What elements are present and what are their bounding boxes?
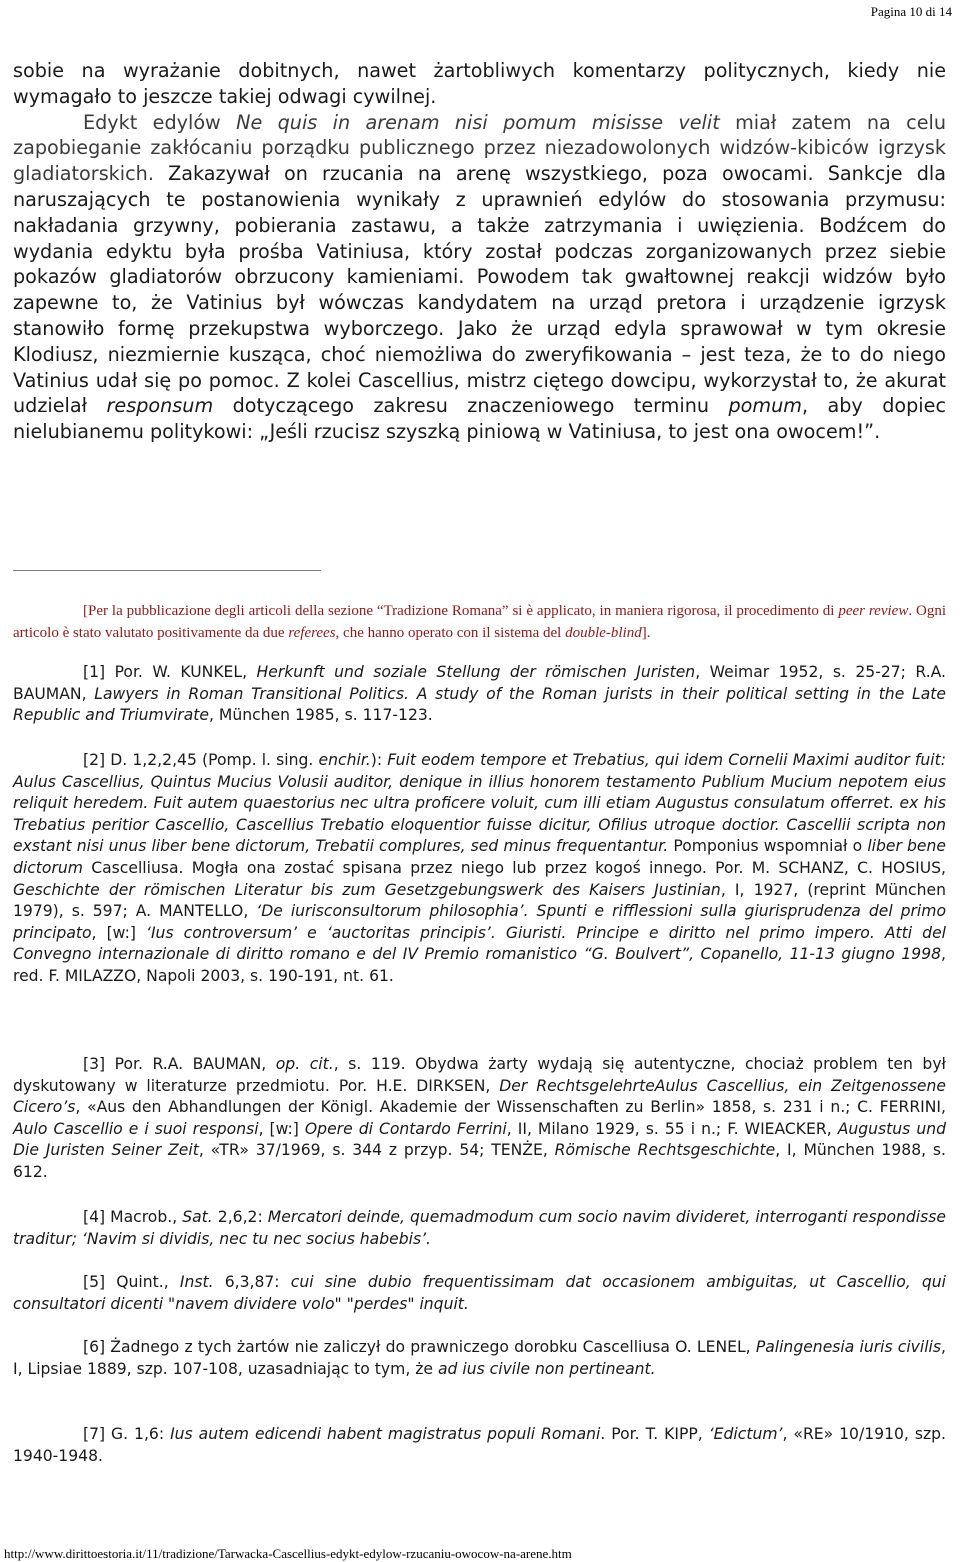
paragraph-continued	[13, 58, 946, 110]
footnote-2	[13, 750, 946, 988]
text: Zakazywał on rzucania na arenę wszystkiego, poza owocami. Sankcje dla naruszających te postanowienia wynikały z uprawnień edylów do stosowania przymusu: nakładania grzywny, pobierania zastawu, a także zatrzymania i uwięzienia.	[13, 162, 946, 237]
text: 6,3,87:	[213, 1273, 291, 1291]
text: , I, 1927, (reprint München 1979), s. 597; A. MANTELLO,	[13, 880, 946, 921]
text: ‘Edictum’	[708, 1425, 783, 1443]
text: Pomponius wspomniał o	[668, 837, 868, 856]
text: peer review	[838, 603, 909, 619]
text: Sat.	[182, 1208, 213, 1226]
text: , II, Milano 1929, s. 55 i n.; F. WIEACKER,	[506, 1119, 838, 1138]
text: , «RE» 10/1910, szp. 1940-1948.	[13, 1425, 947, 1465]
text: , «Aus den Abhandlungen der Königl. Akademie der Wissenschaften zu Berlin» 1858, s. 231 i n.; C. FERRINI,	[75, 1098, 946, 1117]
text: ‘Ius controversum’ e ‘auctoritas principis’. Giuristi. Principe e diritto nel primo impero. Atti del Convegno internazionale di diritto romano e del IV Premio romanistico “G. Boulvert”, Copanello, 11-13 giugno 1998	[13, 923, 946, 964]
text: , che hanno operato con il sistema del	[335, 625, 566, 641]
text: , «TR» 37/1969, s. 344 z przyp. 54; TENŻE,	[198, 1141, 555, 1160]
footnote-3	[13, 1054, 946, 1184]
edict-title: Ne quis in arenam nisi pomum misisse velit	[236, 110, 720, 134]
text: ‘De iurisconsultorum philosophia’. Spunti e rifflessioni sulla giurisprudenza del primo principato	[13, 902, 946, 942]
text: Mercatori deinde, quemadmodum cum socio navim divideret, interroganti respondisse traditur; ‘Navim si dividis, nec tu nec socius habebis’.	[13, 1208, 946, 1248]
text: sobie na wyrażanie dobitnych, nawet żartobliwych komentarzy politycznych, kiedy nie wymagało to jeszcze takiej odwagi cywilnej.	[13, 59, 946, 108]
text: , Weimar 1952, s. 25-27; R.A. BAUMAN,	[13, 663, 947, 703]
text: Bodźcem do wydania edyktu była prośba Vatiniusa, który został podczas zorganizowanych przez siebie pokazów gladiatorów obrzucony kamieniami. Powodem tak gwałtownej reakcji widzów było zapewne to, że Vatinius był wówczas kandydatem na urząd pretora i urządzenie igrzysk stanowiło formę przekupstwa wyborczego. Jako że urząd edyla sprawował w tym okresie Klodiusz, niezmiernie kusząca, choć niemożliwa do zweryfikowania – jest teza, że to do niego Vatinius udał się po pomoc. Z kolei Cascellius, mistrz ciętego dowcipu, wykorzystał to, że akurat udzielał	[13, 213, 947, 418]
text: Geschichte der römischen Literatur bis zum Gesetzgebungswerk des Kaisers Justinian	[13, 880, 721, 899]
text: ad ius civile non pertineant.	[437, 1359, 656, 1378]
text: Ius autem edicendi habent magistratus populi Romani	[170, 1425, 601, 1443]
text: [3] Por. R.A. BAUMAN,	[83, 1055, 276, 1073]
text: [6] Żadnego z tych żartów nie zaliczył do prawniczego dorobku Cascelliusa O. LENEL,	[83, 1338, 756, 1356]
text: Fuit eodem tempore et Trebatius, qui idem Cornelii Maximi auditor fuit: Aulus Cascellius, Quintus Mucius Volusii auditor, denique in illius honorem testamento Publium Mucium nepotem eius reliquit heredem. Fuit autem quaestorius nec ultra proficere voluit, cum illi etiam Augustus consulatum offerret. ex his Trebatius peritior Cascellio, Cascellius Trebatio eloquentior fuisse dicitur, Ofilius utroque doctior. Cascellii scripta non exstant nisi unus liber bene dictorum, Trebatii complures, sed minus frequentantur.	[13, 751, 947, 856]
text: dotyczącego zakresu znaczeniowego terminu	[213, 394, 729, 418]
paragraph-edict	[13, 110, 946, 445]
text: , red. F. MILAZZO, Napoli 2003, s. 190-191, nt. 61.	[13, 945, 946, 985]
text: Römische Rechtsgeschichte	[554, 1141, 776, 1160]
text: cui sine dubio frequentissimam dat occasionem ambiguitas, ut Cascellio, qui consultatori dicenti "navem dividere volo" "perdes" inquit.	[13, 1273, 946, 1313]
text: Aulo Cascellio e i suoi responsi	[13, 1119, 259, 1138]
text: liber bene dictorum	[13, 837, 946, 877]
text: [Per la pubblicazione degli articoli della sezione “Tradizione Romana” si è applicato, in maniera rigorosa, il procedimento di	[83, 603, 839, 619]
text: , s. 119. Obydwa żarty wydają się autentyczne, chociaż problem ten był dyskutowany w literaturze przedmiotu. Por. H.E. DIRKSEN,	[13, 1055, 946, 1095]
text: Edykt edylów	[83, 110, 237, 134]
text: [1] Por. W. KUNKEL,	[83, 663, 257, 681]
footnote-1	[13, 662, 946, 727]
footnote-7	[13, 1424, 946, 1467]
text: [4] Macrob.,	[83, 1208, 183, 1226]
footnote-6	[13, 1337, 946, 1380]
footnote-4	[13, 1207, 946, 1250]
term-responsum: responsum	[106, 394, 214, 418]
text: Der RechtsgelehrteAulus Cascellius, ein Zeitgenossene Cicero’s	[13, 1076, 946, 1117]
text: double-blind	[565, 625, 642, 641]
peer-review-note	[13, 600, 946, 644]
article-body	[13, 58, 946, 445]
text: , I, Lipsiae 1889, szp. 107-108, uzasadniając to tym, że	[13, 1338, 946, 1378]
text: ):	[370, 751, 388, 769]
text: , München 1985, s. 117-123.	[208, 706, 433, 725]
text: Inst.	[179, 1273, 214, 1291]
text: . Ogni articolo è stato valutato positivamente da due	[13, 603, 946, 641]
text: , aby dopiec nielubianemu politykowi: „Jeśli rzucisz szyszką piniową w Vatiniusa, to jest ona owocem!”.	[13, 394, 946, 444]
text: , I, München 1988, s. 612.	[13, 1141, 946, 1181]
text: Opere di Contardo Ferrini	[304, 1119, 507, 1138]
text: Cascelliusa. Mogła ona zostać spisana przez niego lub przez kogoś innego. Por. M. SCHANZ, C. HOSIUS,	[82, 858, 946, 877]
text: , [w:]	[91, 923, 146, 942]
footnote-separator	[13, 570, 321, 571]
text: 2,6,2:	[212, 1208, 268, 1226]
text: op. cit.	[275, 1055, 334, 1073]
term-pomum: pomum	[728, 394, 802, 418]
text: Herkunft und soziale Stellung der römischen Juristen	[256, 663, 696, 681]
text: referees	[288, 625, 336, 641]
text: . Por. T. KIPP,	[600, 1425, 709, 1443]
page-number-label: Pagina 10 di 14	[870, 4, 952, 19]
text: [5] Quint.,	[83, 1273, 180, 1291]
text: Augustus und Die Juristen Seiner Zeit	[13, 1119, 946, 1160]
text: enchir.	[318, 751, 371, 769]
text: Palingenesia iuris civilis	[755, 1338, 942, 1356]
footnote-5	[13, 1272, 946, 1315]
page-url: http://www.dirittoestoria.it/11/tradizione/Tarwacka-Cascellius-edykt-edylow-rzucaniu-owocow-na-arene.htm	[4, 1546, 572, 1561]
text: ].	[641, 625, 651, 641]
text: , [w:]	[258, 1119, 305, 1138]
text: miał zatem na celu zapobieganie zakłócaniu porządku publicznego przez niezadowolonych widzów-kibiców igrzysk gladiatorskich.	[13, 110, 946, 186]
text: Lawyers in Roman Transitional Politics. A study of the Roman jurists in their political setting in the Late Republic and Triumvirate	[13, 684, 946, 725]
text: [7] G. 1,6:	[83, 1425, 171, 1443]
text: [2] D. 1,2,2,45 (Pomp. l. sing.	[83, 751, 319, 769]
